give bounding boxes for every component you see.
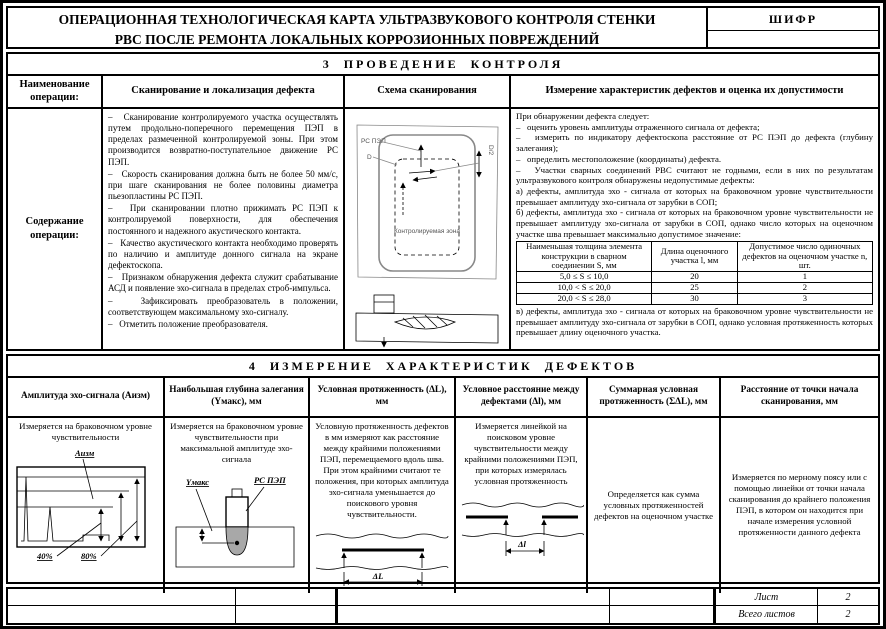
scan-zone-diagram xyxy=(351,115,503,283)
section-4-title: 4 ИЗМЕРЕНИЕ ХАРАКТЕРИСТИК ДЕФЕКТОВ xyxy=(8,356,878,378)
cell-count: 2 xyxy=(737,283,872,294)
measure-intro: При обнаружении дефекта следует: xyxy=(516,111,650,121)
step-label: D/2 xyxy=(487,145,494,156)
scan-item: – Сканирование контролируемого участка осуществлять путем продольно-поперечного перемещения ПЭП в пределах размеченной контролируемой зоны. При этом производится возвратно-поступательное движение РС ПЭП. xyxy=(108,112,338,167)
measurement-evaluation xyxy=(511,109,878,349)
document-title-line1: ОПЕРАЦИОННАЯ ТЕХНОЛОГИЧЕСКАЯ КАРТА УЛЬТРАЗВУКОВОГО КОНТРОЛЯ СТЕНКИ xyxy=(58,12,656,27)
document-title xyxy=(8,8,708,47)
cell-count: 1 xyxy=(737,272,872,283)
delta-L-label: ΔL xyxy=(372,570,384,581)
measure-item: – измерить по индикатору дефектоскопа расстояние от РС ПЭП до дефекта (глубину залегания); xyxy=(516,132,873,154)
tolerance-col-thickness: Наименьшая толщина элемента конструкции в сварном соединении S, мм xyxy=(517,241,652,272)
total-length-description: Определяется как сумма условных протяженностей дефектов на оценочном участке xyxy=(594,488,713,521)
tolerance-col-count: Допустимое число одиночных дефектов на оценочном участке n, шт. xyxy=(737,241,872,272)
level-40-label: 40% xyxy=(37,550,53,561)
controlled-zone-label: Контролируемая зона xyxy=(394,228,460,235)
tolerance-table-header-row xyxy=(517,241,873,272)
tolerance-table xyxy=(516,241,873,305)
col-header-measurement: Измерение характеристик дефектов и оценка их допустимости xyxy=(511,76,878,109)
scanning-schema-diagram xyxy=(345,109,511,349)
total-length-cell xyxy=(588,418,721,593)
probe-label: РС ПЭП xyxy=(253,474,286,485)
scan-item: – Отметить положение преобразователя. xyxy=(108,318,268,329)
scan-item: – Признаком обнаружения дефекта служит срабатывание АСД и появление эхо-сигнала в пределах строб-импульса. xyxy=(108,272,338,294)
measure-para-b: б) дефекты, амплитуда эхо - сигнала от которых на браковочном уровне чувствительности не превышает амплитуду эхо-сигнала от зарубки в СОП, однако число которых на оценочном участке шва превышает максимально допустимое значение: xyxy=(516,207,873,239)
delta-l-label: Δl xyxy=(518,538,526,549)
document-title-line2: РВС ПОСЛЕ РЕМОНТА ЛОКАЛЬНЫХ КОРРОЗИОННЫХ ПОВРЕЖДЕНИЙ xyxy=(114,31,600,47)
footer-empty-cell xyxy=(8,589,236,605)
footer-empty-cell xyxy=(236,589,338,605)
depth-description: Измеряется на браковочном уровне чувствительности при максимальной амплитуде эхо-сигнала xyxy=(170,421,303,464)
section-3 xyxy=(6,52,880,351)
a-izm-label: Аизм xyxy=(75,447,95,458)
diameter-label: D xyxy=(367,154,372,161)
section-4-body-row xyxy=(8,418,878,582)
footer-empty-cell xyxy=(8,606,236,623)
col-header-cond-length: Условная протяженность (ΔL), мм xyxy=(310,378,456,418)
total-sheets-number: 2 xyxy=(845,609,851,620)
cipher-box xyxy=(708,8,878,47)
col-header-scanning: Сканирование и локализация дефекта xyxy=(103,76,345,109)
section-4-header-row xyxy=(8,378,878,418)
col-header-operation-name: Наименование операции: xyxy=(8,76,103,109)
measure-para-a: а) дефекты, амплитуда эхо - сигнала от которых на браковочном уровне чувствительности превышает амплитуду эхо-сигнала от зарубки в СОП; xyxy=(516,186,873,207)
footer-empty-cell xyxy=(610,589,716,605)
col-header-amplitude: Амплитуда эхо-сигнала (Аизм) xyxy=(8,378,165,418)
footer-empty-cell xyxy=(338,589,610,605)
section-4 xyxy=(6,354,880,584)
scan-item: – При сканировании плотно прижимать РС ПЭП к контролируемой поверхности, для обеспечения постоянного и надежного акустического контакта. xyxy=(108,203,338,236)
total-sheets-label: Всего листов xyxy=(716,606,818,623)
col-header-start-distance: Расстояние от точки начала сканирования, мм xyxy=(721,378,878,418)
cell-thickness: 20,0 < S ≤ 28,0 xyxy=(517,294,652,305)
table-row xyxy=(517,294,873,305)
measure-item: – оценить уровень амплитуды отраженного сигнала от дефекта; xyxy=(516,121,760,132)
measure-item: – Участки сварных соединений РВС считают не годными, если в них по результатам ультразвукового контроля обнаружены недопустимые дефекты: xyxy=(516,164,873,186)
cond-length-description: Условную протяженность дефектов в мм измеряют как расстояние между крайними положениями ПЭП, перемещаемого вдоль шва. При этом крайними считают те положения, при которых амплитуда эхо-сигнала уменьшается до поискового уровня чувствительности. xyxy=(315,421,449,519)
y-max-label: Yмакс xyxy=(185,476,209,487)
cond-distance-diagram xyxy=(458,495,584,561)
measure-item: – определить местоположение (координаты) дефекта. xyxy=(516,153,722,164)
section-3-header-row xyxy=(8,76,878,109)
footer-empty-cell xyxy=(338,606,610,623)
level-80-label: 80% xyxy=(81,550,97,561)
table-row xyxy=(517,272,873,283)
footer-empty-cell xyxy=(236,606,338,623)
amplitude-description: Измеряется на браковочном уровне чувствительности xyxy=(19,421,152,442)
table-row xyxy=(517,283,873,294)
cell-count: 3 xyxy=(737,294,872,305)
cross-section-diagram xyxy=(351,291,503,349)
depth-cell xyxy=(165,418,310,593)
cond-distance-description: Измеряется линейкой на поисковом уровне чувствительности между крайними положениями ПЭП, при которых измерялась условная протяженность xyxy=(464,421,578,486)
cell-thickness: 5,0 ≤ S ≤ 10,0 xyxy=(517,272,652,283)
col-header-cond-distance: Условное расстояние между дефектами (Δl), мм xyxy=(456,378,588,418)
probe-label: РС ПЭП xyxy=(361,138,386,145)
footer-row-1 xyxy=(8,589,878,606)
scanning-instructions xyxy=(103,109,345,349)
cond-length-cell xyxy=(310,418,456,593)
sheet-label: Лист xyxy=(716,589,818,605)
cell-thickness: 10,0 < S ≤ 20,0 xyxy=(517,283,652,294)
scan-item: – Зафиксировать преобразователь в положении, соответствующем максимальному эхо-сигналу. xyxy=(108,295,338,317)
amplitude-cell xyxy=(8,418,165,593)
cipher-value-cell xyxy=(708,31,878,47)
cell-length: 25 xyxy=(652,283,737,294)
document-header xyxy=(6,6,880,49)
col-header-schema: Схема сканирования xyxy=(345,76,511,109)
footer-block xyxy=(6,587,880,625)
footer-empty-cell xyxy=(610,606,716,623)
col-header-depth: Наибольшая глубина залегания (Yмакс), мм xyxy=(165,378,310,418)
scan-item: – Скорость сканирования должна быть не более 50 мм/с, при шаге сканирования не более половины диаметра пьезопластины РС ПЭП. xyxy=(108,168,338,202)
section-3-title: 3 ПРОВЕДЕНИЕ КОНТРОЛЯ xyxy=(8,54,878,76)
start-distance-cell xyxy=(721,418,878,593)
footer-row-2 xyxy=(8,606,878,623)
cell-length: 20 xyxy=(652,272,737,283)
start-distance-description: Измеряется по мерному поясу или с помощью линейки от точки начала сканирования до крайнего положения ПЭП, в котором он находится при начале измерения условной протяженности данного дефекта xyxy=(728,472,871,538)
col-header-total-length: Суммарная условная протяженность (ΣΔL), мм xyxy=(588,378,721,418)
tolerance-col-length: Длина оценочного участка l, мм xyxy=(652,241,737,272)
ascan-diagram xyxy=(13,443,158,565)
cond-length-diagram xyxy=(312,524,452,590)
depth-diagram xyxy=(172,469,302,573)
sheet-number: 2 xyxy=(845,591,851,603)
section-3-body-row xyxy=(8,109,878,349)
cond-distance-cell xyxy=(456,418,588,593)
operation-content-label: Содержание операции: xyxy=(8,109,103,349)
cipher-label: ШИФР xyxy=(708,8,878,31)
scan-item: – Качество акустического контакта необходимо проверять по наличию и амплитуде донного сигнала на экране дефектоскопа. xyxy=(108,237,338,271)
measure-para-v: в) дефекты, амплитуда эхо - сигнала от которых на браковочном уровне чувствительности не превышает амплитуду эхо-сигнала от зарубки в СОП, однако условная протяженность которых превышает длину оценочного участка. xyxy=(516,305,873,338)
cell-length: 30 xyxy=(652,294,737,305)
